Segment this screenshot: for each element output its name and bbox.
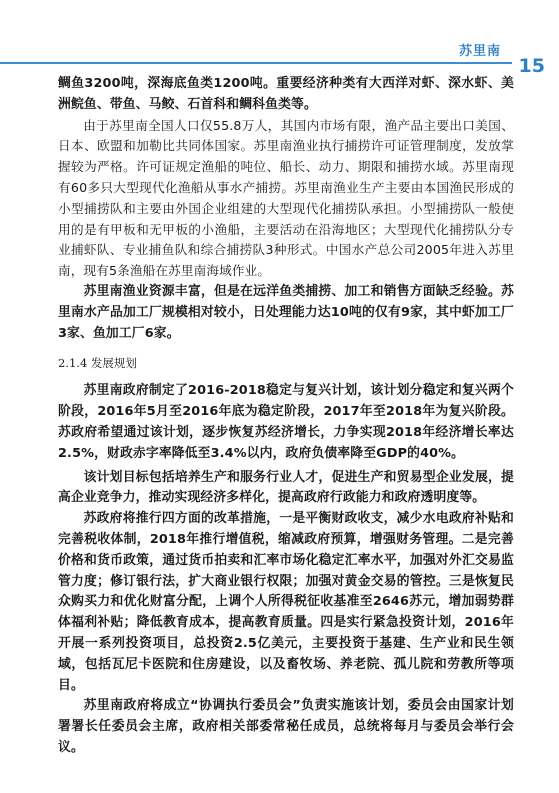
page-header <box>0 0 559 80</box>
paragraph-plan-goals: 该计划目标包括培养生产和服务行业人才，促进生产和贸易型企业发展，提高企业竞争力，推动实现经济多样化，提高政府行政能力和政府透明度等。 <box>58 469 514 506</box>
section-number: 2.1.4 <box>58 356 88 371</box>
paragraph-fishery-resources: 苏里南渔业资源丰富，但是在远洋鱼类捕捞、加工和销售方面缺乏经验。苏里南水产品加工厂规模相对较小，日处理能力达10吨的仅有9家，其中虾加工厂3家、鱼加工厂6家。 <box>58 283 514 341</box>
paragraph-recovery-plan: 苏里南政府制定了2016-2018稳定与复兴计划，该计划分稳定和复兴两个阶段，2016年5月至2016年底为稳定阶段，2017年至2018年为复兴阶段。苏政府希望通过该计划，逐步恢复苏经济增长，力争实现2018年经济增长率达2.5%，财政赤字率降低至3.4%以内，政府负债率降至GDP的40%。 <box>58 383 514 461</box>
page-body <box>58 74 514 759</box>
section-heading <box>58 355 514 371</box>
page-number: 15 <box>518 55 545 77</box>
paragraph-continued: 鲷鱼3200吨，深海底鱼类1200吨。重要经济种类有大西洋对虾、深水虾、美洲鲩鱼、带鱼、马鲛、石首科和鲷科鱼类等。 <box>58 76 514 112</box>
paragraph-reform-measures: 苏政府将推行四方面的改革措施，一是平衡财政收支，减少水电政府补贴和完善税收体制，2018年推行增值税，缩减政府预算，增强财务管理。二是完善价格和货币政策，通过货币拍卖和汇率市场化稳定汇率水平，加强对外汇交易监管力度；修订银行法，扩大商业银行权限；加强对黄金交易的管控。三是恢复民众购买力和优化财富分配，上调个人所得税征收基准至2646苏元，增加弱势群体福利补贴；降低教育成本，提高教育质量。四是实行紧急投资计划，2016年开展一系列投资项目，总投资2.5亿美元，主要投资于基建、生产业和民生领域，包括瓦尼卡医院和住房建设，以及畜牧场、养老院、孤儿院和劳教所等项目。 <box>58 511 514 693</box>
paragraph-committee: 苏里南政府将成立“协调执行委员会”负责实施该计划，委员会由国家计划署署长任委员会主席，政府相关部委常秘任成员，总统将每月与委员会举行会议。 <box>58 698 514 755</box>
header-rule <box>0 62 512 64</box>
running-header-country: 苏里南 <box>458 44 501 59</box>
paragraph-fishery-market: 由于苏里南全国人口仅55.8万人，其国内市场有限，渔产品主要出口美国、日本、欧盟和加勒比共同体国家。苏里南渔业执行捕捞许可证管理制度，发放掌握较为严格。许可证规定渔船的吨位、船长、动力、期限和捕捞水域。苏里南现有60多只大型现代化渔船从事水产捕捞。苏里南渔业生产主要由本国渔民形成的小型捕捞队和主要由外国企业组建的大型现代化捕捞队承担。小型捕捞队一般使用的是有甲板和无甲板的小渔船，主要活动在沿海地区；大型现代化捕捞队分专业捕虾队、专业捕鱼队和综合捕捞队3种形式。中国水产总公司2005年进入苏里南，现有5条渔船在苏里南海域作业。 <box>58 117 514 279</box>
section-title: 发展规划 <box>90 356 137 371</box>
